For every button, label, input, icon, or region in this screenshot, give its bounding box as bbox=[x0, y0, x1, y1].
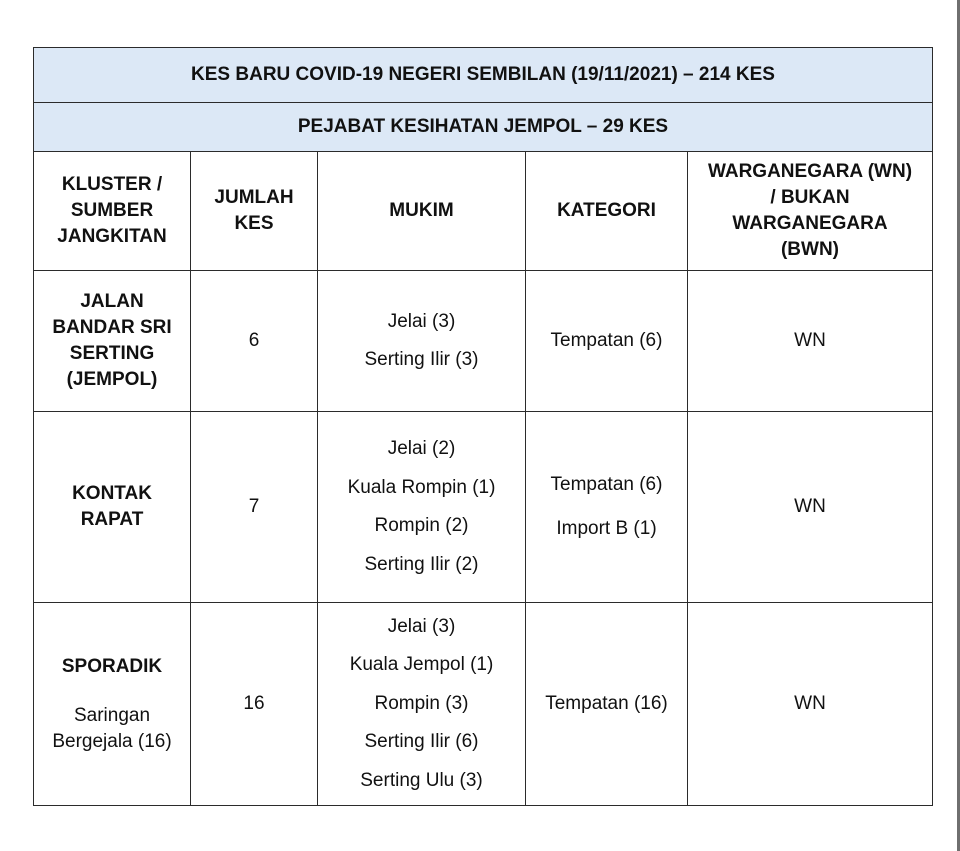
header-row bbox=[34, 152, 933, 271]
cluster-line: SERTING bbox=[69, 343, 155, 364]
mukim-item: Jelai (3) bbox=[387, 615, 456, 637]
header-citizen-line: / BUKAN bbox=[770, 187, 850, 208]
table-row bbox=[34, 603, 933, 806]
mukim-item: Kuala Rompin (1) bbox=[347, 476, 496, 498]
cluster-note-line: Saringan bbox=[73, 704, 151, 726]
kategori-item: Tempatan (6) bbox=[550, 474, 663, 495]
cluster-note bbox=[34, 703, 190, 755]
mukim-item: Jelai (2) bbox=[387, 438, 456, 459]
mukim-item: Jelai (3) bbox=[387, 310, 456, 332]
header-citizen-line: WARGANEGARA (WN) bbox=[707, 161, 913, 182]
header-citizen-line: (BWN) bbox=[780, 239, 840, 260]
cases-cell: 6 bbox=[191, 271, 318, 412]
kategori-cell bbox=[526, 271, 688, 412]
header-cluster-line: SUMBER bbox=[70, 200, 154, 221]
mukim-item: Serting Ulu (3) bbox=[360, 769, 483, 791]
cluster-cell bbox=[34, 412, 191, 603]
cluster-note-line: Bergejala (16) bbox=[52, 730, 172, 752]
cluster-line: (JEMPOL) bbox=[66, 369, 158, 390]
table-title: KES BARU COVID-19 NEGERI SEMBILAN (19/11/2021) – 214 KES bbox=[34, 48, 933, 103]
covid-cases-table bbox=[33, 47, 933, 806]
header-cluster bbox=[34, 152, 191, 271]
table-subtitle: PEJABAT KESIHATAN JEMPOL – 29 KES bbox=[34, 103, 933, 152]
cluster-line: BANDAR SRI bbox=[52, 317, 172, 338]
cluster-line: RAPAT bbox=[80, 509, 144, 530]
mukim-item: Serting Ilir (3) bbox=[364, 349, 479, 370]
kategori-cell bbox=[526, 412, 688, 603]
table-row bbox=[34, 271, 933, 412]
header-mukim: MUKIM bbox=[318, 152, 526, 271]
kategori-item: Import B (1) bbox=[556, 518, 657, 539]
mukim-item: Serting Ilir (6) bbox=[364, 731, 479, 753]
mukim-cell bbox=[318, 603, 526, 806]
cluster-cell bbox=[34, 271, 191, 412]
mukim-item: Serting Ilir (2) bbox=[364, 553, 479, 575]
header-citizen bbox=[688, 152, 933, 271]
mukim-cell bbox=[318, 271, 526, 412]
header-citizen-line: WARGANEGARA bbox=[732, 213, 888, 234]
mukim-item: Rompin (2) bbox=[374, 515, 469, 536]
header-cluster-line: JANGKITAN bbox=[57, 226, 167, 247]
title-row bbox=[34, 48, 933, 103]
kategori-item: Tempatan (16) bbox=[545, 693, 668, 714]
header-cases bbox=[191, 152, 318, 271]
cluster-cell bbox=[34, 603, 191, 806]
kategori-cell bbox=[526, 603, 688, 806]
subtitle-row bbox=[34, 103, 933, 152]
header-cases-line: JUMLAH bbox=[214, 187, 294, 208]
citizen-cell: WN bbox=[688, 271, 933, 412]
table-row bbox=[34, 412, 933, 603]
kategori-item: Tempatan (6) bbox=[550, 330, 663, 351]
mukim-cell bbox=[318, 412, 526, 603]
cluster-line: SPORADIK bbox=[61, 655, 163, 677]
mukim-item: Kuala Jempol (1) bbox=[349, 654, 494, 676]
cases-cell: 7 bbox=[191, 412, 318, 603]
cluster-line: JALAN bbox=[80, 291, 144, 312]
citizen-cell: WN bbox=[688, 412, 933, 603]
header-cluster-line: KLUSTER / bbox=[61, 174, 163, 195]
citizen-cell: WN bbox=[688, 603, 933, 806]
header-kategori: KATEGORI bbox=[526, 152, 688, 271]
mukim-item: Rompin (3) bbox=[374, 692, 469, 714]
cluster-line: KONTAK bbox=[72, 483, 152, 504]
cases-cell: 16 bbox=[191, 603, 318, 806]
header-cases-line: KES bbox=[234, 213, 274, 234]
